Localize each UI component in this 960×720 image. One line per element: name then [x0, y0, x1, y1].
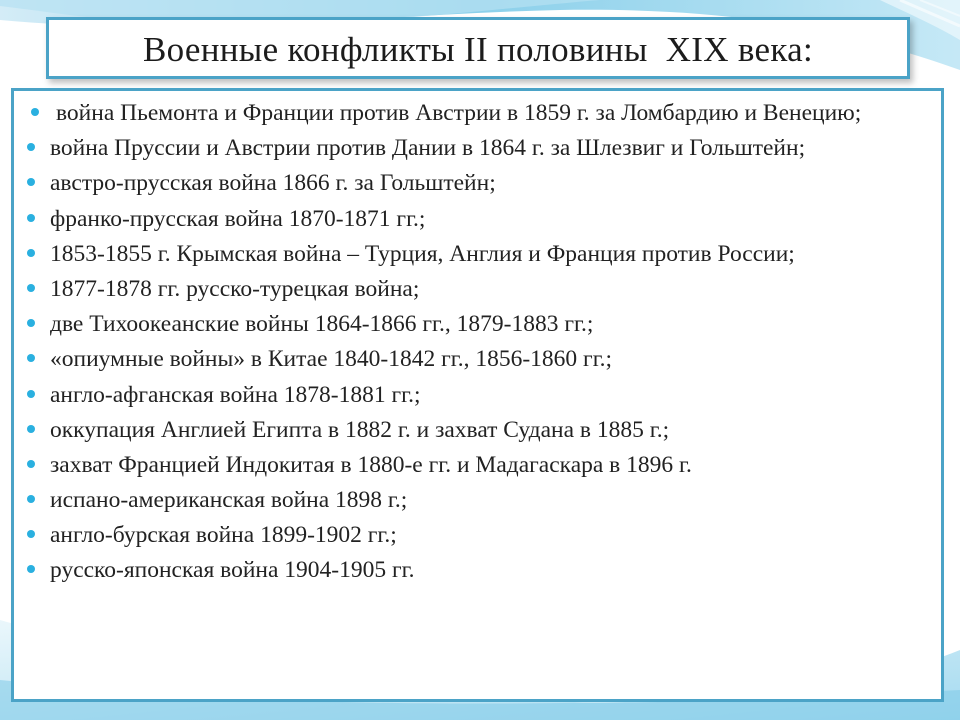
bullet-icon: [27, 143, 35, 151]
bullet-icon: [27, 425, 35, 433]
bullet-icon: [27, 249, 35, 257]
bullet-icon: [27, 319, 35, 327]
list-item-text: захват Францией Индокитая в 1880-е гг. и Мадагаскара в 1896 г.: [50, 451, 692, 478]
list-item: [20, 168, 935, 198]
list-item: [20, 415, 935, 445]
list-item: [20, 555, 935, 585]
bullet-icon: [27, 530, 35, 538]
list-item: [20, 520, 935, 550]
bullet-icon: [27, 354, 35, 362]
bullet-icon: [31, 108, 39, 116]
list-item-text: франко-прусская война 1870-1871 гг.;: [50, 205, 426, 232]
list-item-text: австро-прусская война 1866 г. за Гольштейн;: [50, 170, 496, 197]
bullet-icon: [27, 460, 35, 468]
list-item: [20, 133, 935, 163]
conflict-list: [20, 98, 935, 591]
bullet-icon: [27, 178, 35, 186]
list-item-text: «опиумные войны» в Китае 1840-1842 гг., 1856-1860 гг.;: [50, 346, 613, 373]
bullet-icon: [27, 495, 35, 503]
list-item-text: война Пьемонта и Франции против Австрии в 1859 г. за Ломбардию и Венецию;: [56, 100, 862, 126]
list-item: [20, 239, 935, 269]
list-item-text: англо-афганская война 1878-1881 гг.;: [50, 381, 421, 408]
list-item: [20, 450, 935, 480]
list-item-text: 1877-1878 гг. русско-турецкая война;: [50, 275, 420, 302]
bullet-icon: [27, 284, 35, 292]
list-item-text: война Пруссии и Австрии против Дании в 1864 г. за Шлезвиг и Гольштейн;: [50, 135, 806, 162]
bullet-icon: [27, 214, 35, 222]
content-box: [11, 88, 944, 702]
list-item-text: оккупация Англией Египта в 1882 г. и захват Судана в 1885 г.;: [50, 416, 670, 443]
list-item: [20, 204, 935, 234]
list-item: [20, 98, 935, 128]
list-item: [20, 274, 935, 304]
list-item: [20, 309, 935, 339]
list-item: [20, 380, 935, 410]
list-item-text: англо-бурская война 1899-1902 гг.;: [50, 522, 397, 549]
bullet-icon: [27, 390, 35, 398]
list-item-text: две Тихоокеанские войны 1864-1866 гг., 1879-1883 гг.;: [50, 311, 594, 338]
list-item-text: русско-японская война 1904-1905 гг.: [50, 557, 415, 584]
list-item: [20, 344, 935, 374]
list-item-text: испано-американская война 1898 г.;: [50, 487, 408, 514]
title-box: [46, 17, 910, 79]
list-item: [20, 485, 935, 515]
list-item-text: 1853-1855 г. Крымская война – Турция, Англия и Франция против России;: [50, 240, 795, 267]
bullet-icon: [27, 565, 35, 573]
slide-title: Военные конфликты II половины XIX века:: [143, 30, 813, 69]
